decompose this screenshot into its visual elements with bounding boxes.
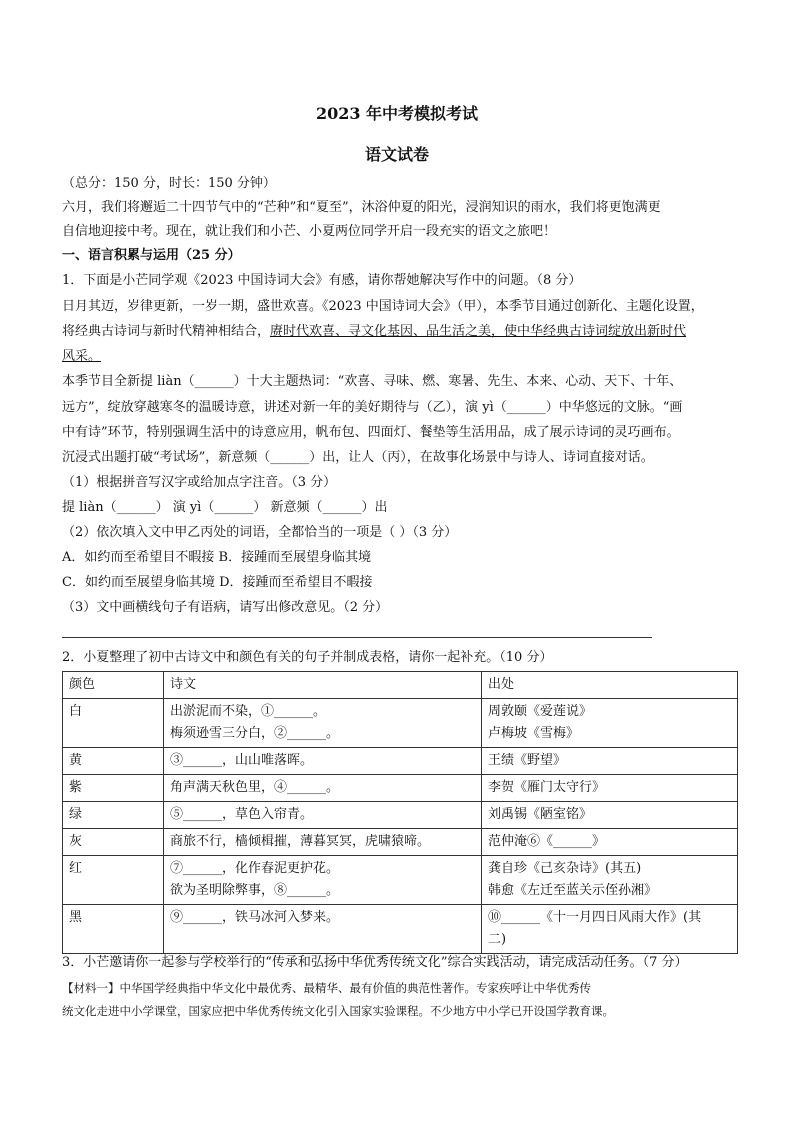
color-poetry-table xyxy=(62,671,738,954)
source-line: 周敦颐《爱莲说》 xyxy=(488,704,593,719)
option-c-d: C．如约而至展望身临其境 D．接踵而至希望目不暇接 xyxy=(62,575,373,590)
table-header: 出处 xyxy=(482,672,738,699)
answer-line[interactable]: 提 liàn（______） 演 yì（______） 新意频（______）出 xyxy=(62,500,388,515)
poem-line: 商旅不行，樯倾楫摧，薄暮冥冥，虎啸猿啼。 xyxy=(170,834,431,849)
passage-line xyxy=(62,323,686,341)
underlined-sentence: 赓时代欢喜、寻文化基因、品生活之美，使中华经典古诗词绽放出新时代 xyxy=(270,324,687,339)
source-line: 二) xyxy=(488,932,507,947)
intro-paragraph-line: 自信地迎接中考。现在，就让我们和小芒、小夏两位同学开启一段充实的语文之旅吧！ xyxy=(62,224,557,239)
question-3-stem: 3．小芒邀请你一起参与学校举行的“传承和弘扬中华优秀传统文化”综合实践活动，请完成活动任务。（7 分） xyxy=(62,955,688,970)
table-header: 诗文 xyxy=(164,672,482,699)
passage-line: 中有诗”环节，特别强调生活中的诗意应用，帆布包、四面灯、餐垫等生活用品，成了展示诗词的灵巧画布。 xyxy=(62,425,680,440)
poem-line: 梅须逊雪三分白，②______。 xyxy=(170,726,340,741)
material-one-line: 【材料一】中华国学经典指中华文化中最优秀、最精华、最有价值的典范性著作。专家疾呼让中华优秀传 xyxy=(62,981,591,995)
table-header: 颜色 xyxy=(63,672,164,699)
poem-line: ⑨______，铁马冰河入梦来。 xyxy=(170,910,340,925)
passage-line: 远方”，绽放穿越寒冬的温暖诗意，讲述对新一年的美好期待与（乙），演 yì（______）中华悠远的文脉。“画 xyxy=(62,400,683,415)
question-2-stem: 2．小夏整理了初中古诗文中和颜色有关的句子并制成表格，请你一起补充。（10 分） xyxy=(62,650,553,665)
question-1-stem: 1．下面是小芒同学观《2023 中国诗词大会》有感，请你帮她解决写作中的问题。（8 分） xyxy=(62,273,582,288)
source-line: 韩愈《左迁至蓝关示侄孙湘》 xyxy=(488,883,658,898)
subquestion-2: （2）依次填入文中甲乙丙处的词语，全都恰当的一项是（ ）（3 分） xyxy=(62,525,458,540)
exam-title: 2023 年中考模拟考试 xyxy=(315,104,479,123)
source-cell xyxy=(482,802,738,829)
material-one-line: 统文化走进中小学课堂，国家应把中华优秀传统文化引入国家实验课程。不少地方中小学已开设国学教育课。 xyxy=(62,1004,614,1018)
exam-meta: （总分：150 分，时长：150 分钟） xyxy=(62,176,276,191)
source-cell xyxy=(482,775,738,802)
poem-cell[interactable] xyxy=(164,856,482,905)
poem-line: 角声满天秋色里，④______。 xyxy=(170,780,340,795)
option-a-b: A．如约而至希望目不暇接 B．接踵而至展望身临其境 xyxy=(62,550,372,565)
poem-line: ③______，山山唯落晖。 xyxy=(170,753,314,768)
color-cell: 绿 xyxy=(63,802,164,829)
passage-line: 日月其迈，岁律更新，一岁一期，盛世欢喜。《2023 中国诗词大会》（甲），本季节目通过创新化、主题化设置， xyxy=(62,299,704,314)
answer-rule[interactable] xyxy=(62,637,652,638)
table-row xyxy=(63,699,738,748)
source-cell[interactable] xyxy=(482,829,738,856)
poem-cell[interactable] xyxy=(164,905,482,954)
passage-text: 将经典古诗词与新时代精神相结合， xyxy=(62,324,271,339)
table-row xyxy=(63,829,738,856)
color-cell: 灰 xyxy=(63,829,164,856)
passage-line: 沉浸式出题打破“考试场”，新意频（______）出，让人（丙），在故事化场景中与诗人、诗词直接对话。 xyxy=(62,450,654,465)
poem-cell[interactable] xyxy=(164,802,482,829)
table-header-row xyxy=(63,672,738,699)
source-cell[interactable] xyxy=(482,905,738,954)
table-row xyxy=(63,775,738,802)
source-cell xyxy=(482,748,738,775)
source-line: 范仲淹⑥《______》 xyxy=(488,834,606,849)
exam-subtitle: 语文试卷 xyxy=(364,145,429,164)
source-line: 王绩《野望》 xyxy=(488,753,567,768)
color-cell: 红 xyxy=(63,856,164,905)
poem-cell[interactable] xyxy=(164,699,482,748)
poem-line: 出淤泥而不染，①______。 xyxy=(170,704,327,719)
poem-cell[interactable] xyxy=(164,748,482,775)
poem-line: ⑦______，化作春泥更护花。 xyxy=(170,861,340,876)
color-cell: 黑 xyxy=(63,905,164,954)
underlined-sentence-end: 风采。 xyxy=(62,349,102,364)
table-row xyxy=(63,748,738,775)
color-cell: 黄 xyxy=(63,748,164,775)
poem-cell xyxy=(164,829,482,856)
table-row xyxy=(63,856,738,905)
source-line: 卢梅坡《雪梅》 xyxy=(488,726,580,741)
table-row xyxy=(63,802,738,829)
intro-paragraph-line: 六月，我们将邂逅二十四节气中的“芒种”和“夏至”，沐浴仲夏的阳光，浸润知识的雨水，我们将更饱满更 xyxy=(62,200,661,215)
poem-cell[interactable] xyxy=(164,775,482,802)
passage-line: 本季节目全新提 liàn（______）十大主题热词：“欢喜、寻味、燃、寒暑、先生、本来、心动、天下、十年、 xyxy=(62,374,683,389)
source-line: 李贺《雁门太守行》 xyxy=(488,780,606,795)
source-cell xyxy=(482,856,738,905)
section-heading: 一、语言积累与运用（25 分） xyxy=(62,248,241,263)
subquestion-3: （3）文中画横线句子有语病，请写出修改意见。（2 分） xyxy=(62,600,389,615)
color-cell: 紫 xyxy=(63,775,164,802)
subquestion-1: （1）根据拼音写汉字或给加点字注音。（3 分） xyxy=(62,475,337,490)
color-cell: 白 xyxy=(63,699,164,748)
poem-line: 欲为圣明除弊事，⑧______。 xyxy=(170,883,340,898)
source-line: 刘禹锡《陋室铭》 xyxy=(488,807,593,822)
poem-line: ⑤______，草色入帘青。 xyxy=(170,807,314,822)
source-cell xyxy=(482,699,738,748)
table-row xyxy=(63,905,738,954)
source-line: ⑩______《十一月四日风雨大作》(其 xyxy=(488,910,702,925)
source-line: 龚自珍《己亥杂诗》(其五) xyxy=(488,861,642,876)
